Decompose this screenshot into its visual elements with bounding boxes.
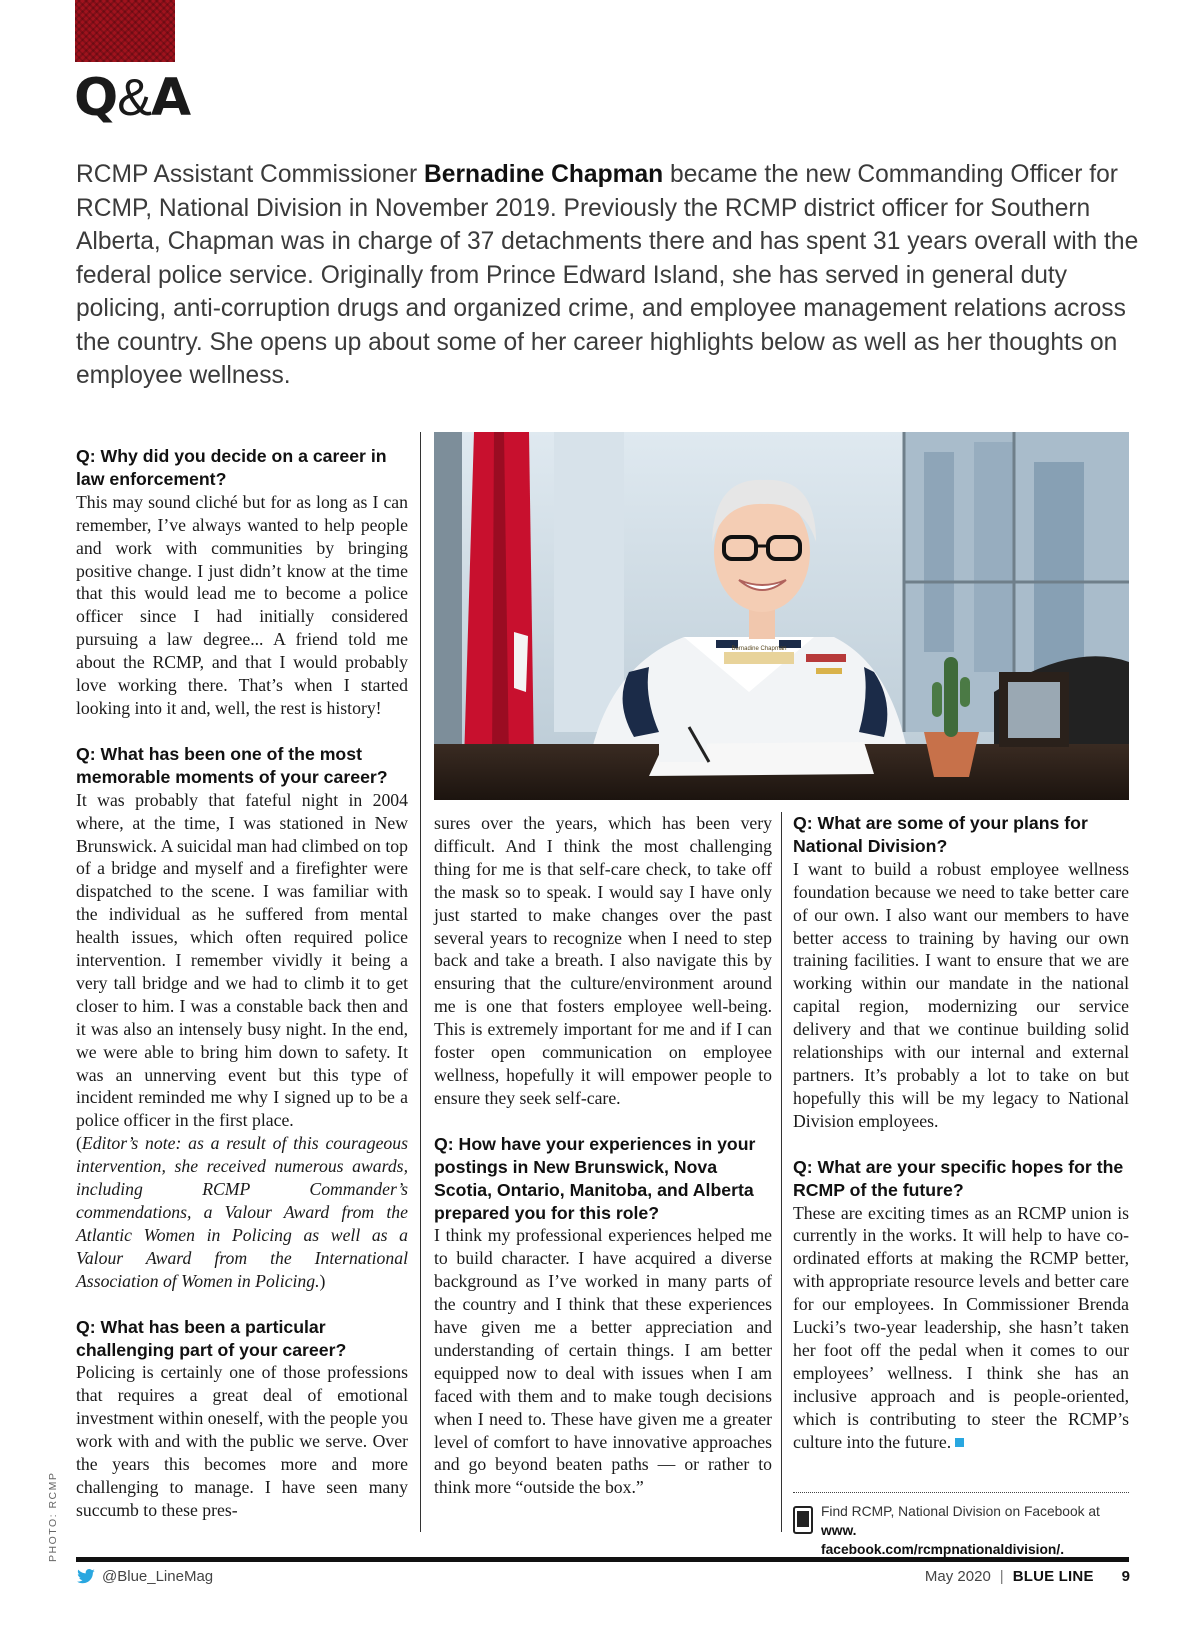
footer-rule [76, 1557, 1129, 1562]
facebook-link[interactable]: facebook.com/rcmpnationaldivision/. [821, 1542, 1065, 1557]
answer-text: These are exciting times as an RCMP union is currently in the works. It will help to have co-ordinated efforts at making the RCMP better, with appropriate resource levels and better care for our employees. In Commissioner Brenda Lucki’s two-year leadership, she hasn’t taken her foot off the pedal when it comes to our employees’ wellness. I think she has an inclusive approach and is people-oriented, which is contributing to steer the RCMP’s culture into the future. [793, 1202, 1129, 1452]
twitter-bird-icon [76, 1569, 96, 1585]
column-divider [781, 812, 782, 1532]
editors-note: (Editor’s note: as a result of this courageous intervention, she received numerous awards, including RCMP Commander’s commendations, a Valour Award from the Atlantic Women in Policing as well as a Valour Award from the International Association of Women in Policing.) [76, 1133, 408, 1291]
facebook-callout: Find RCMP, National Division on Facebook at www. facebook.com/rcmpnationaldivision/. [793, 1492, 1129, 1559]
section-title: Q&A [74, 68, 191, 128]
answer-text: sures over the years, which has been very difficult. And I think the most challenging thing for me is that self-care check, to take off the mask so to speak. I would say I have only just started to make changes over the past several years to recognize when I need to step back and take a breath. I also navigate this by ensuring that the culture/environment around me is one that fosters employee well-being. This is extremely important for me and if I can foster open communication on employee wellness, hopefully it will empower people to ensure they seek self-care. [434, 813, 772, 1108]
question-heading: Q: What are your specific hopes for the RCMP of the future? [793, 1156, 1124, 1200]
intro-paragraph: RCMP Assistant Commissioner Bernadine Chapman became the new Commanding Officer for RCMP, National Division in November 2019. Previously the RCMP district officer for Southern Alberta, Chapman was in charge of 37 detachments there and has spent 31 years overall with the federal police service. Originally from Prince Edward Island, she has served in general duty policing, anti-corruption drugs and organized crime, and employee management relations across the country. She opens up about some of her career highlights below as well as her thoughts on employee wellness. [76, 161, 1139, 389]
nametag: Bernadine Chapman [731, 646, 787, 652]
column-divider [420, 432, 421, 1532]
page-number: 9 [1121, 1568, 1130, 1585]
twitter-handle[interactable]: @Blue_LineMag [102, 1568, 214, 1585]
footer-social [76, 1568, 213, 1585]
answer-text: This may sound cliché but for as long as I can remember, I’ve always wanted to help people and work with communities by bringing positive change. I just didn’t know at the time that this would lead me to become a police officer since I had initially considered pursuing a law degree... A friend told me about the RCMP, and that I would probably love working there. That’s when I started looking into it and, well, the rest is history! [76, 491, 408, 718]
mobile-phone-icon [793, 1506, 813, 1534]
photo-credit: PHOTO: RCMP [47, 1471, 59, 1562]
answer-text: I want to build a robust employee wellness foundation because we need to take better care of our own. I also want our members to have better access to training by having our own training facilities. I want to ensure that we are working within our mandate in the national capital region, modernizing our service delivery and that we continue building solid relationships with our internal and external partners. It’s probably a lot to take on but hopefully this will be my legacy to National Division employees. [793, 858, 1129, 1131]
portrait-photo [434, 432, 1129, 800]
answer-text: Policing is certainly one of those professions that requires a great deal of emotional investment within oneself, with the people you work with and with the public we serve. Over the years this becomes more and more challenging to manage. I have seen many succumb to these pres- [76, 1362, 408, 1520]
section-color-block [75, 0, 175, 62]
article-column-3 [793, 812, 1129, 1453]
question-heading: Q: Why did you decide on a career in law enforcement? [76, 446, 387, 489]
footer-info [925, 1568, 1130, 1585]
question-heading: Q: How have your experiences in your postings in New Brunswick, Nova Scotia, Ontario, Manitoba, and Alberta prepared you for this role? [434, 1133, 756, 1223]
article-column-1 [76, 445, 408, 1522]
answer-text: I think my professional experiences helped me to build character. I have acquired a diverse background as I’ve worked in many parts of the country and I think that these experiences have given me a better appreciation and understanding of certain things. I am better equipped now to deal with issues when I am faced with them and to make tough decisions when I need to. These have given me a greater level of comfort to have innovative approaches and go beyond beaten paths — or rather to think more “outside the box.” [434, 1225, 772, 1498]
magazine-brand: BLUE LINE [1012, 1568, 1094, 1585]
question-heading: Q: What has been a particular challenging part of your career? [76, 1316, 347, 1360]
question-heading: Q: What are some of your plans for National Division? [793, 813, 1088, 856]
answer-text: It was probably that fateful night in 2004 where, at the time, I was stationed in New Brunswick. A suicidal man had climbed on top of a bridge and myself and a firefighter were dispatched to the scene. I was familiar with the individual as he suffered from mental health issues, which often required police intervention. I remember vividly it being a very tall bridge and we had to climb it to get closer to him. I was a constable back then and it was also an intensely busy night. In the end, we were able to bring him down to safety. It was an unnerving event but this type of incident reminded me why I signed up to be a police officer in the first place. [76, 789, 408, 1131]
interviewee-name: Bernadine Chapman [424, 161, 664, 188]
footer-separator: | [999, 1568, 1004, 1585]
question-heading: Q: What has been one of the most memorable moments of your career? [76, 743, 388, 787]
end-mark-icon [955, 1438, 964, 1447]
facebook-link[interactable]: www. [821, 1523, 857, 1538]
issue-date: May 2020 [924, 1568, 991, 1585]
article-column-2 [434, 812, 772, 1499]
